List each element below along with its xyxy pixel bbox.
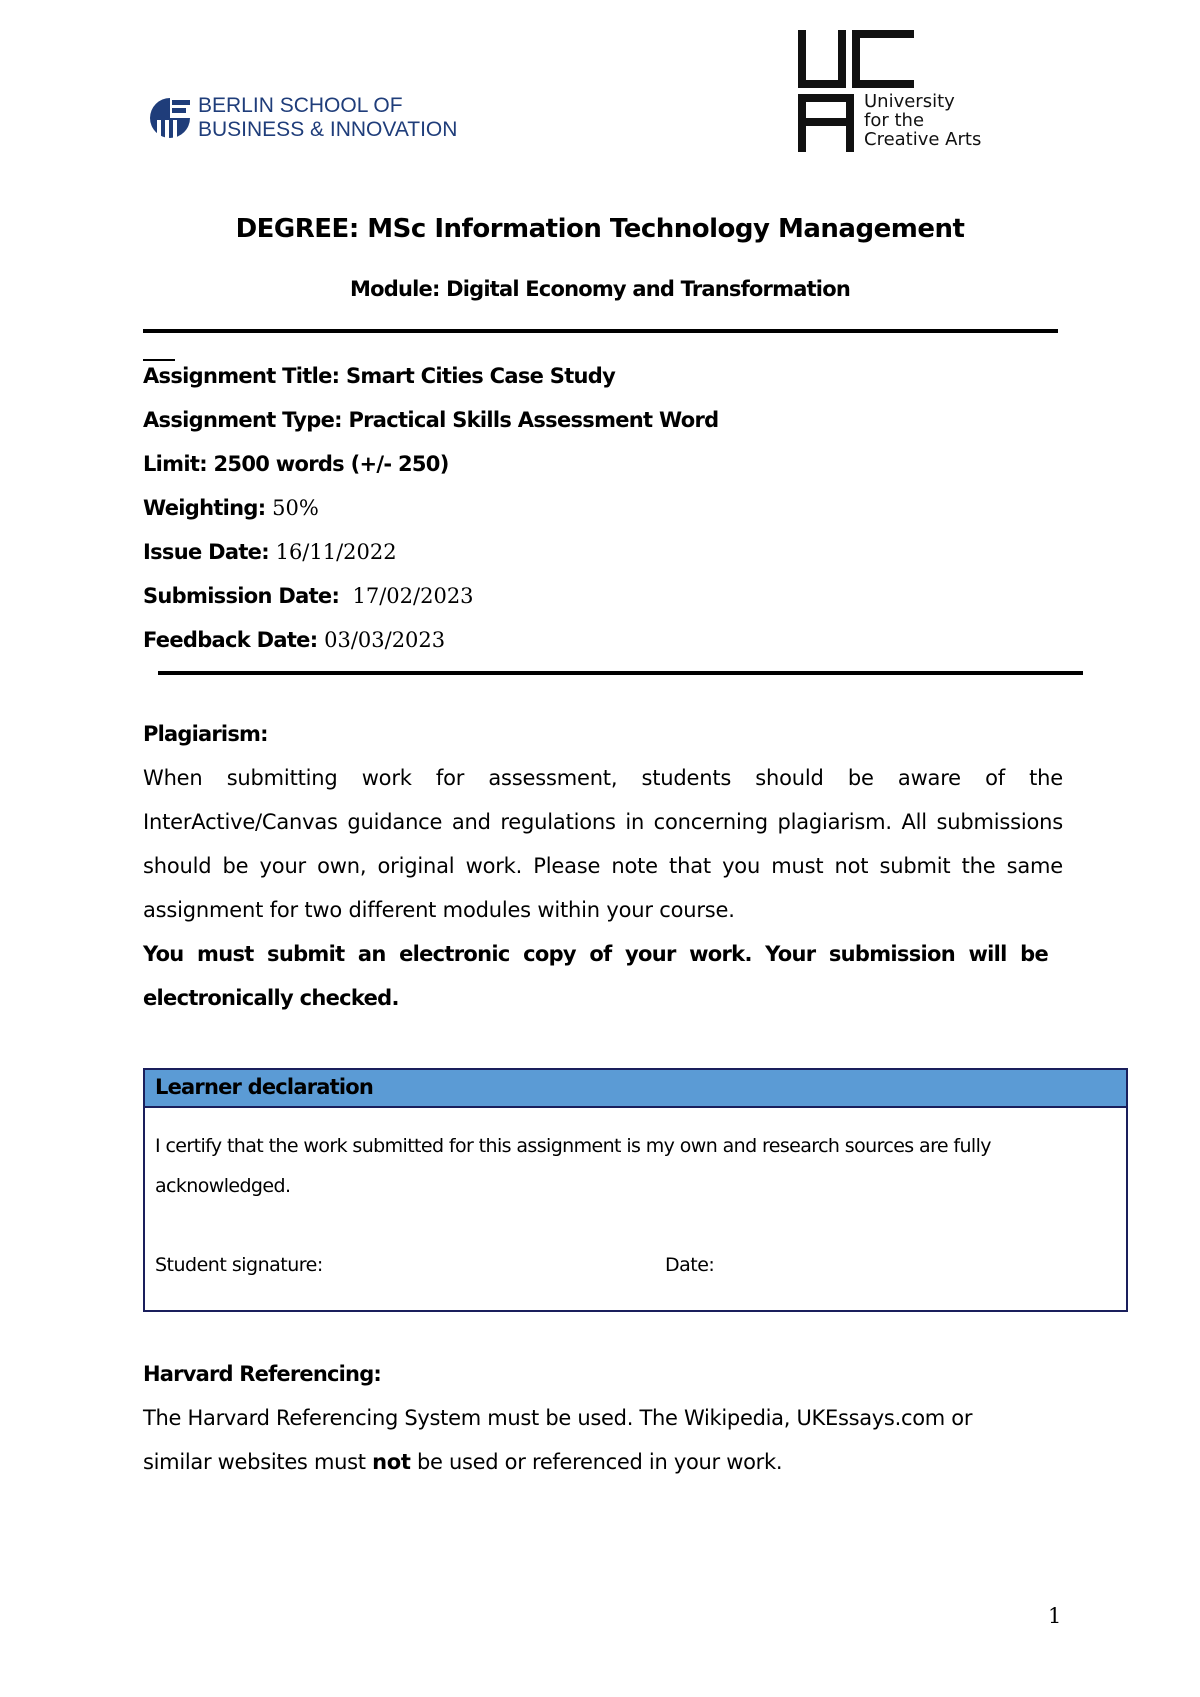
declaration-text: I certify that the work submitted for this assignment is my own and research sources are fully acknowledged. bbox=[155, 1135, 991, 1197]
declaration-heading: Learner declaration bbox=[155, 1075, 374, 1099]
page-number: 1 bbox=[1048, 1604, 1062, 1628]
assignment-weighting: Weighting: 50% bbox=[143, 496, 319, 520]
plagiarism-notice: You must submit an electronic copy of your work. Your submission will be electronically checked. bbox=[143, 942, 1048, 1010]
plagiarism-body: When submitting work for assessment, students should be aware of the InterActive/Canvas guidance and regulations in concerning plagiarism. All submissions should be your own, original work. Please note that you must not submit the same assignment for two different modules within your course. bbox=[143, 766, 1063, 922]
bsbi-line1: BERLIN SCHOOL OF bbox=[198, 94, 403, 117]
student-signature-label: Student signature: bbox=[155, 1254, 323, 1276]
assignment-type: Assignment Type: Practical Skills Assessment Word bbox=[143, 408, 719, 432]
assignment-limit: Limit: 2500 words (+/- 250) bbox=[143, 452, 449, 476]
harvard-not-emphasis: not bbox=[372, 1450, 411, 1474]
plagiarism-heading: Plagiarism: bbox=[143, 722, 268, 746]
assignment-title: Assignment Title: Smart Cities Case Study bbox=[143, 364, 616, 388]
bsbi-line2: BUSINESS & INNOVATION bbox=[198, 118, 458, 141]
divider-fragment bbox=[143, 359, 175, 361]
harvard-body: The Harvard Referencing System must be used. The Wikipedia, UKEssays.com or similar websites must not be used or referenced in your work. bbox=[143, 1406, 973, 1474]
assignment-issue-date: Issue Date: 16/11/2022 bbox=[143, 540, 397, 564]
assignment-feedback-date: Feedback Date: 03/03/2023 bbox=[143, 628, 446, 652]
bsbi-emblem-icon bbox=[148, 94, 192, 142]
bsbi-logo bbox=[148, 92, 458, 148]
declaration-header bbox=[145, 1070, 1126, 1108]
harvard-heading: Harvard Referencing: bbox=[143, 1362, 382, 1386]
divider-top bbox=[143, 329, 1058, 333]
date-label: Date: bbox=[665, 1254, 715, 1276]
degree-title: DEGREE: MSc Information Technology Management bbox=[235, 214, 965, 244]
uca-logo-text: University for the Creative Arts bbox=[864, 91, 982, 150]
module-title: Module: Digital Economy and Transformation bbox=[350, 277, 850, 301]
assignment-submission-date: Submission Date: 17/02/2023 bbox=[143, 584, 474, 608]
divider-bottom bbox=[158, 671, 1083, 675]
uca-logo bbox=[798, 30, 998, 152]
bsbi-logo-text bbox=[198, 94, 457, 142]
learner-declaration-box bbox=[143, 1068, 1128, 1312]
